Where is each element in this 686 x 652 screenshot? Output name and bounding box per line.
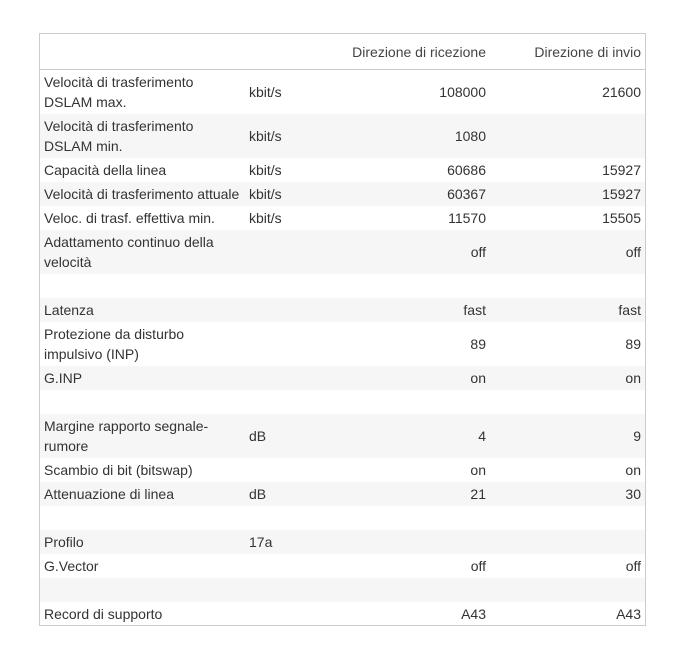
row-upstream	[490, 530, 645, 554]
table-row	[40, 114, 645, 158]
table-header-row	[40, 34, 645, 70]
row-downstream	[295, 390, 490, 414]
row-unit	[245, 230, 295, 274]
row-upstream: on	[625, 462, 641, 478]
row-label: Adattamento continuo della velocità	[40, 230, 245, 274]
row-label: Attenuazione di linea	[40, 482, 245, 506]
row-unit	[245, 458, 295, 482]
table-row	[40, 554, 645, 578]
row-unit	[245, 366, 295, 390]
row-unit: kbit/s	[249, 210, 282, 226]
row-unit: 17a	[245, 530, 295, 554]
row-downstream: 11570	[448, 210, 486, 226]
row-upstream	[490, 274, 645, 298]
row-label: Velocità di trasferimento DSLAM max.	[44, 74, 194, 110]
row-unit	[245, 554, 295, 578]
header-label	[40, 34, 245, 70]
dsl-info-table	[39, 33, 646, 626]
row-label	[40, 274, 245, 298]
row-label: G.Vector	[44, 558, 99, 574]
header-unit	[245, 34, 295, 70]
row-downstream: 60686	[447, 162, 486, 178]
row-unit	[245, 322, 295, 366]
row-downstream: 60367	[295, 182, 490, 206]
row-downstream: 1080	[295, 114, 490, 158]
row-label	[40, 578, 245, 602]
row-label: Protezione da disturbo impulsivo (INP)	[44, 326, 185, 362]
row-upstream: 15505	[602, 210, 641, 226]
row-upstream: 89	[625, 336, 641, 352]
row-downstream: 4	[295, 414, 490, 458]
row-upstream: 15927	[490, 182, 645, 206]
table-row	[40, 602, 645, 626]
table-row	[40, 298, 645, 322]
row-label: Capacità della linea	[44, 162, 167, 178]
row-upstream	[490, 578, 645, 602]
table-row	[40, 230, 645, 274]
row-downstream: off	[470, 558, 486, 574]
row-label	[40, 390, 245, 414]
row-upstream: 9	[490, 414, 645, 458]
table-row	[40, 322, 645, 366]
table-spacer-row	[40, 390, 645, 414]
row-downstream: fast	[295, 298, 490, 322]
row-upstream: 15927	[602, 162, 641, 178]
row-unit	[245, 578, 295, 602]
row-label: Record di supporto	[44, 606, 163, 622]
row-downstream: 21	[295, 482, 490, 506]
table-spacer-row	[40, 274, 645, 298]
row-label: Veloc. di trasf. effettiva min.	[44, 210, 215, 226]
row-downstream: 108000	[439, 84, 486, 100]
row-upstream: 30	[490, 482, 645, 506]
row-unit: kbit/s	[249, 162, 282, 178]
table-row	[40, 414, 645, 458]
row-upstream	[490, 114, 645, 158]
row-downstream: on	[470, 462, 486, 478]
row-label: Velocità di trasferimento attuale	[40, 182, 245, 206]
row-upstream: off	[625, 558, 641, 574]
row-upstream: off	[490, 230, 645, 274]
row-unit: kbit/s	[249, 84, 282, 100]
row-label: Profilo	[40, 530, 245, 554]
row-label	[40, 506, 245, 530]
table-spacer-row	[40, 578, 645, 602]
row-upstream: A43	[616, 606, 641, 622]
row-label: Velocità di trasferimento DSLAM min.	[40, 114, 245, 158]
row-unit	[245, 274, 295, 298]
row-upstream	[490, 506, 645, 530]
dsl-stats-table	[40, 34, 645, 626]
table-row	[40, 206, 645, 230]
row-unit	[245, 506, 295, 530]
table-row	[40, 366, 645, 390]
row-downstream	[295, 578, 490, 602]
row-downstream: off	[295, 230, 490, 274]
row-unit: dB	[245, 482, 295, 506]
row-label: Scambio di bit (bitswap)	[44, 462, 193, 478]
table-row	[40, 458, 645, 482]
row-unit: kbit/s	[245, 114, 295, 158]
row-upstream: on	[490, 366, 645, 390]
table-row	[40, 70, 645, 115]
row-unit	[245, 390, 295, 414]
table-row	[40, 530, 645, 554]
row-upstream: fast	[490, 298, 645, 322]
row-upstream: 21600	[602, 84, 641, 100]
row-upstream	[490, 390, 645, 414]
row-downstream	[295, 274, 490, 298]
header-downstream: Direzione di ricezione	[295, 34, 490, 70]
table-spacer-row	[40, 506, 645, 530]
row-downstream: 89	[470, 336, 486, 352]
row-downstream: A43	[461, 606, 486, 622]
row-label: Margine rapporto segnale-rumore	[40, 414, 245, 458]
row-downstream	[295, 506, 490, 530]
row-downstream: on	[295, 366, 490, 390]
row-unit: kbit/s	[245, 182, 295, 206]
table-row	[40, 482, 645, 506]
table-row	[40, 158, 645, 182]
table-row	[40, 182, 645, 206]
header-upstream: Direzione di invio	[490, 34, 645, 70]
row-unit: dB	[245, 414, 295, 458]
row-label: G.INP	[40, 366, 245, 390]
row-downstream	[295, 530, 490, 554]
row-label: Latenza	[40, 298, 245, 322]
row-unit	[245, 298, 295, 322]
row-unit	[245, 602, 295, 626]
